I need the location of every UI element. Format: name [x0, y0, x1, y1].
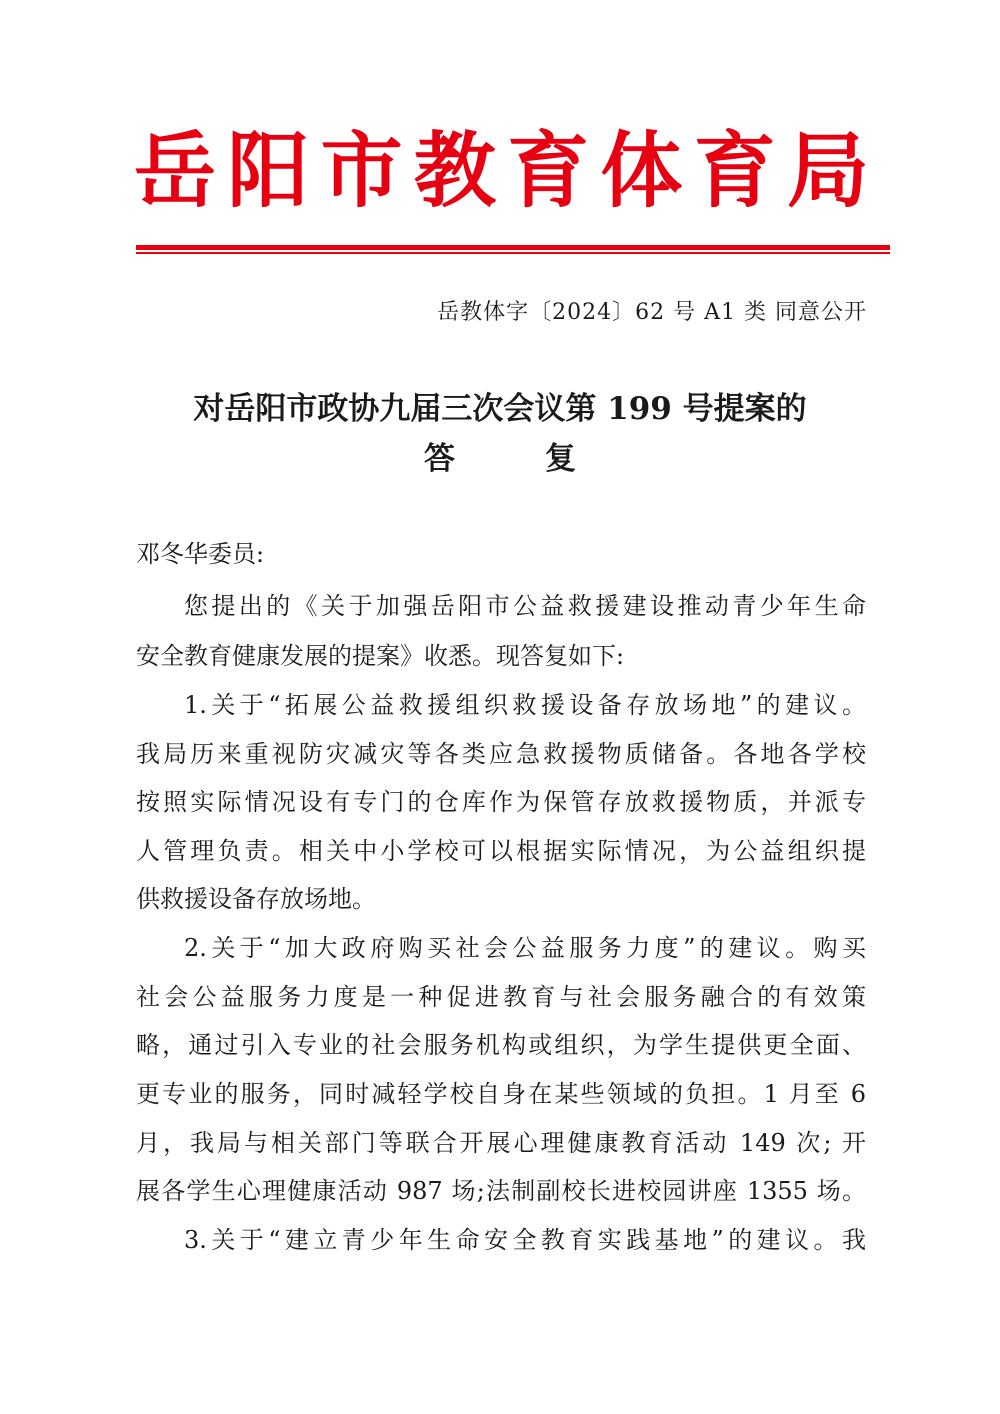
- header-char: 局: [786, 124, 869, 219]
- header-char: 市: [320, 124, 403, 219]
- header-char: 育: [507, 124, 590, 219]
- body-line: 略，通过引入专业的社会服务机构或组织，为学生提供更全面、: [136, 1031, 866, 1059]
- salutation: 邓冬华委员:: [136, 540, 265, 568]
- body-line: 供救援设备存放场地。: [136, 885, 376, 913]
- document-title-line-2: 答复: [424, 441, 666, 477]
- document-number: 岳教体字〔2024〕62 号 A1 类 同意公开: [437, 300, 867, 325]
- header-divider-thick: [136, 245, 890, 250]
- document-title-line-1: 对岳阳市政协九届三次会议第 199 号提案的: [193, 391, 807, 427]
- header-char: 教: [413, 124, 496, 219]
- body-line: 社会公益服务力度是一种促进教育与社会服务融合的有效策: [136, 983, 866, 1011]
- body-line: 人管理负责。相关中小学校可以根据实际情况，为公益组织提: [136, 837, 866, 865]
- body-line: 展各学生心理健康活动 987 场;法制副校长进校园讲座 1355 场。: [136, 1177, 866, 1205]
- header-char: 育: [693, 124, 776, 219]
- body-line: 我局历来重视防灾减灾等各类应急救援物质储备。各地各学校: [136, 740, 866, 768]
- header-divider-thin: [136, 252, 890, 254]
- header-char: 岳: [134, 124, 217, 219]
- issuing-authority-header: [134, 122, 869, 222]
- body-line: 安全教育健康发展的提案》收悉。现答复如下:: [136, 642, 625, 670]
- body-line: 您提出的《关于加强岳阳市公益救援建设推动青少年生命: [184, 592, 866, 620]
- body-line: 2.关于“加大政府购买社会公益服务力度”的建议。购买: [184, 934, 866, 962]
- header-char: 阳: [227, 124, 310, 219]
- body-line: 更专业的服务，同时减轻学校自身在某些领域的负担。1 月至 6: [136, 1080, 866, 1108]
- body-line: 按照实际情况设有专门的仓库作为保管存放救援物质，并派专: [136, 788, 866, 816]
- body-line: 3.关于“建立青少年生命安全教育实践基地”的建议。我: [184, 1226, 866, 1254]
- body-line: 月，我局与相关部门等联合开展心理健康教育活动 149 次; 开: [136, 1129, 866, 1157]
- body-line: 1.关于“拓展公益救援组织救援设备存放场地”的建议。: [184, 691, 866, 719]
- header-char: 体: [600, 124, 683, 219]
